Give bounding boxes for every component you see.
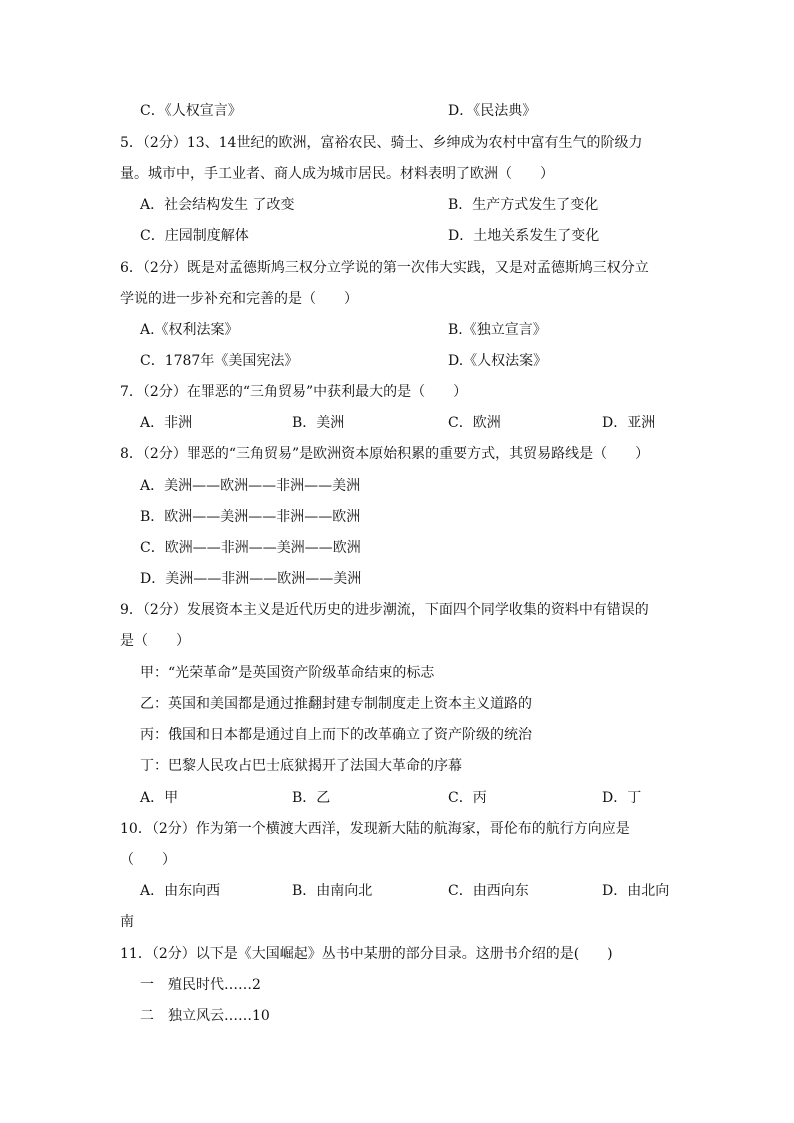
q8-option-a: A．美洲——欧洲——非洲——美洲 xyxy=(140,478,361,494)
q7-option-c: C．欧洲 xyxy=(448,415,501,431)
q11-toc-entry-1: 一 殖民时代……2 xyxy=(140,977,261,993)
q6-stem-line2: 学说的进一步补充和完善的是（ ） xyxy=(120,291,358,307)
q6-option-c: C．1787年《美国宪法》 xyxy=(140,353,299,369)
q8-stem: 8．（2分）罪恶的“三角贸易”是欧洲资本原始积累的重要方式，其贸易路线是（ ） xyxy=(120,446,650,462)
q8-option-d: D．美洲——非洲——欧洲——美洲 xyxy=(140,571,362,587)
q10-option-c: C．由西向东 xyxy=(448,883,529,899)
q7-option-a: A．非洲 xyxy=(140,415,193,431)
q11-stem: 11．（2分）以下是《大国崛起》丛书中某册的部分目录。这册书介绍的是( ) xyxy=(120,946,613,962)
q10-option-d: D．由北向 xyxy=(602,883,670,899)
q9-stem-line1: 9．（2分）发展资本主义是近代历史的进步潮流，下面四个同学收集的资料中有错误的 xyxy=(120,602,649,618)
q9-material-jia: 甲：“光荣革命”是英国资产阶级革命结束的标志 xyxy=(140,665,435,681)
q5-option-c: C．庄园制度解体 xyxy=(140,228,249,244)
q10-option-b: B．由南向北 xyxy=(292,883,373,899)
q5-stem-line2: 量。城市中，手工业者、商人成为城市居民。材料表明了欧洲（ ） xyxy=(120,166,554,182)
q9-stem-line2: 是（ ） xyxy=(120,633,190,649)
q7-option-b: B．美洲 xyxy=(292,415,345,431)
q7-stem: 7．（2分）在罪恶的“三角贸易”中获利最大的是（ ） xyxy=(120,384,468,400)
q4-option-d: D．《民法典》 xyxy=(448,103,537,119)
q6-option-b: B.《独立宣言》 xyxy=(448,322,547,338)
q6-option-a: A.《权利法案》 xyxy=(140,322,239,338)
q8-option-c: C．欧洲——非洲——美洲——欧洲 xyxy=(140,540,361,556)
q6-stem-line1: 6．（2分）既是对孟德斯鸠三权分立学说的第一次伟大实践，又是对孟德斯鸠三权分立 xyxy=(120,260,649,276)
q10-stem-line2: （ ） xyxy=(120,852,176,868)
q9-option-a: A．甲 xyxy=(140,790,179,806)
q4-option-c: C．《人权宣言》 xyxy=(140,103,242,119)
q9-material-ding: 丁：巴黎人民攻占巴士底狱揭开了法国大革命的序幕 xyxy=(140,758,462,774)
q5-option-b: B．生产方式发生了变化 xyxy=(448,197,599,213)
q10-option-a: A．由东向西 xyxy=(140,883,221,899)
q9-option-c: C．丙 xyxy=(448,790,487,806)
q11-toc-entry-2: 二 独立风云……10 xyxy=(140,1008,270,1024)
q8-option-b: B．欧洲——美洲——非洲——欧洲 xyxy=(140,509,361,525)
q5-option-d: D．土地关系发生了变化 xyxy=(448,228,600,244)
q7-option-d: D．亚洲 xyxy=(602,415,656,431)
q6-option-d: D.《人权法案》 xyxy=(448,353,548,369)
q9-material-bing: 丙：俄国和日本都是通过自上而下的改革确立了资产阶级的统治 xyxy=(140,727,532,743)
q9-option-d: D．丁 xyxy=(602,790,642,806)
q5-stem-line1: 5．（2分）13、14世纪的欧洲，富裕农民、骑士、乡绅成为农村中富有生气的阶级力 xyxy=(120,135,643,151)
q5-option-a: A．社会结构发生 了改变 xyxy=(140,197,295,213)
q10-option-d-continued: 南 xyxy=(120,914,134,930)
q9-option-b: B．乙 xyxy=(292,790,331,806)
q10-stem-line1: 10．（2分）作为第一个横渡大西洋，发现新大陆的航海家，哥伦布的航行方向应是 xyxy=(120,821,630,837)
q9-material-yi: 乙：英国和美国都是通过推翻封建专制制度走上资本主义道路的 xyxy=(140,696,532,712)
